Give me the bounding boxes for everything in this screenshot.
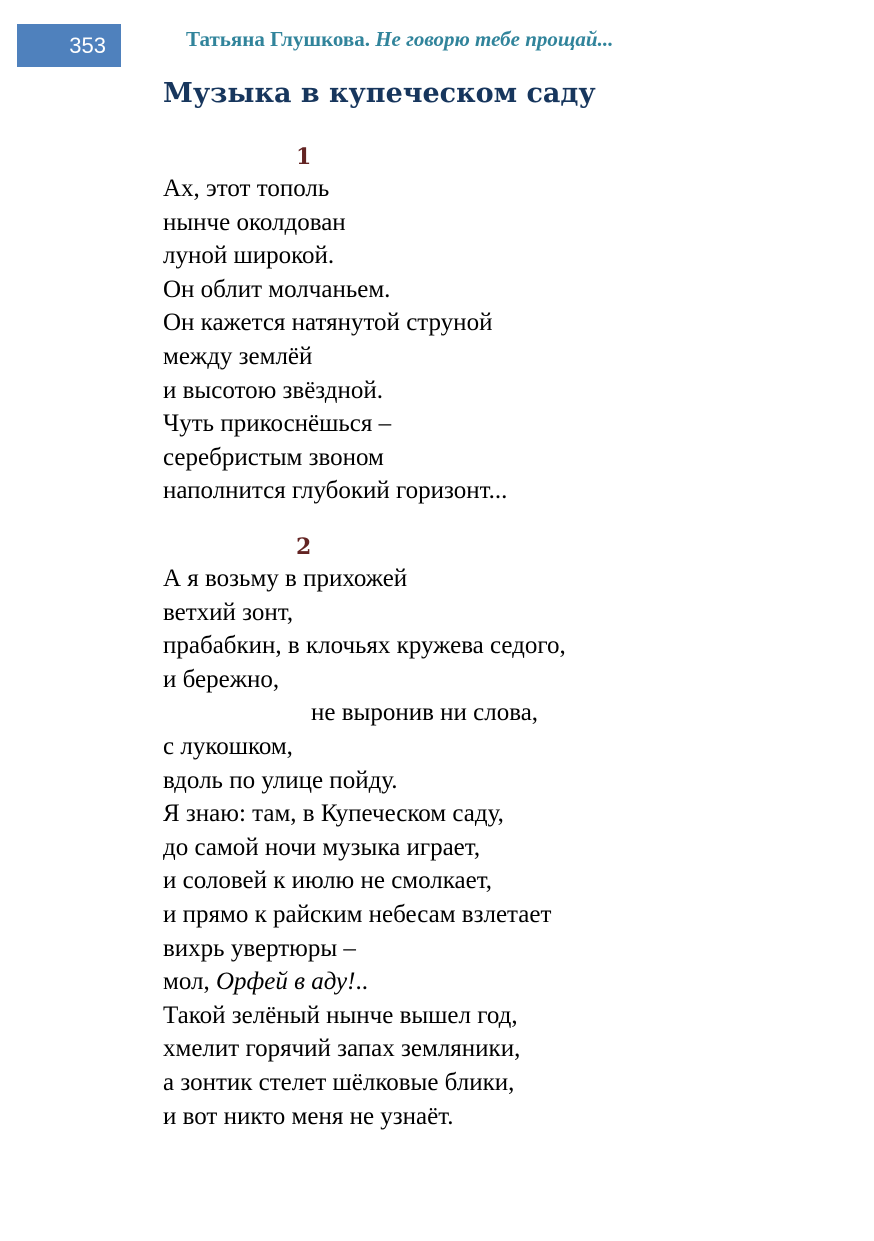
- poem-line: наполнится глубокий горизонт...: [163, 477, 508, 505]
- section-number: 2: [296, 534, 312, 560]
- poem-line-lead: мол,: [163, 968, 210, 996]
- poem-section-1: [163, 142, 843, 508]
- poem-section-2: [163, 532, 843, 1133]
- poem-line: Ах, этот тополь: [163, 175, 330, 202]
- poem-line: с лукошком,: [163, 732, 293, 760]
- header-author: Татьяна Глушкова.: [186, 27, 370, 51]
- header-book-title: Не говорю тебе прощай...: [375, 27, 614, 51]
- poem-line: вихрь увертюры –: [163, 934, 356, 962]
- poem-line: и вот никто меня не узнаёт.: [163, 1102, 454, 1130]
- poem-line-italic: Орфей в аду!: [215, 968, 356, 996]
- poem-line: а зонтик стелет шёлковые блики,: [163, 1068, 515, 1096]
- page-number: 353: [17, 24, 121, 67]
- poem-line: луной широкой.: [163, 242, 335, 270]
- poem-line-tail: ..: [355, 968, 368, 996]
- poem-line: не выронив ни слова,: [311, 699, 539, 727]
- poem-line: хмелит горячий запах земляники,: [163, 1035, 521, 1063]
- poem-line: между землёй: [163, 342, 313, 370]
- poem-line: Он облит молчаньем.: [163, 275, 391, 303]
- poem-line: вдоль по улице пойду.: [163, 766, 398, 794]
- poem-title: Музыка в купеческом саду: [163, 78, 596, 109]
- poem-line: А я возьму в прихожей: [163, 565, 408, 592]
- poem-line: и высотою звёздной.: [163, 376, 383, 404]
- poem-line: Я знаю: там, в Купеческом саду,: [163, 800, 504, 828]
- poem-line: и бережно,: [163, 665, 280, 693]
- poem-line: и соловей к июлю не смолкает,: [163, 867, 493, 895]
- poem-line: Он кажется натянутой струной: [163, 309, 493, 337]
- poem-line: Чуть прикоснёшься –: [163, 410, 392, 438]
- poem-line: серебристым звоном: [163, 443, 384, 471]
- poem-line: и прямо к райским небесам взлетает: [163, 900, 552, 928]
- poem-line: нынче околдован: [163, 208, 346, 236]
- poem-line: до самой ночи музыка играет,: [163, 833, 481, 861]
- poem-line: [163, 965, 843, 999]
- poem-line: ветхий зонт,: [163, 598, 294, 626]
- section-number: 1: [296, 144, 312, 170]
- poem-line: Такой зелёный нынче вышел год,: [163, 1001, 518, 1029]
- running-header: [186, 24, 613, 54]
- poem-line: прабабкин, в клочьях кружева седого,: [163, 632, 566, 660]
